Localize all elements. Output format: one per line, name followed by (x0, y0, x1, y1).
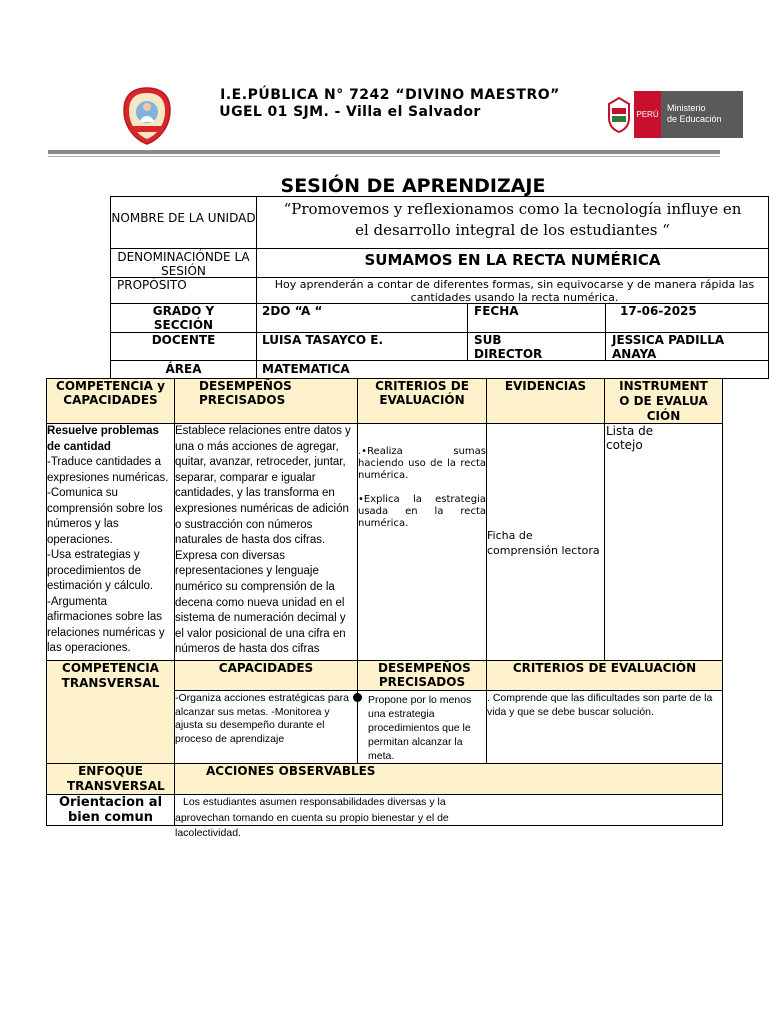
header-desempenos-text: DESEMPEÑOS PRECISADOS (199, 379, 292, 407)
page-title: SESIÓN DE APRENDIZAJE (280, 175, 546, 197)
unit-value (256, 196, 769, 249)
grade-label-text: GRADO Y SECCIÓN (152, 304, 215, 332)
purpose-label-text: PROPÓSITO (117, 278, 187, 292)
header-desempenos-transversal (357, 660, 487, 691)
date-value-text: 17-06-2025 (620, 304, 697, 318)
header-evidencias-text: EVIDENCIAS (504, 379, 587, 393)
header-instrumento-text: INSTRUMENTO DE EVALUACIÓN (619, 379, 708, 423)
enfoque-value (46, 794, 175, 826)
date-value (605, 303, 769, 333)
purpose-value (256, 277, 769, 304)
header-criterios-transversal-text: CRITERIOS DE EVALUACIÓN (512, 661, 697, 675)
header-divider (48, 150, 720, 154)
header-competencia-transversal-text: COMPETENCIA TRANSVERSAL (61, 661, 160, 690)
unit-value-text: “Promovemos y reflexionamos como la tecnología influye en el desarrollo integral de los estudiantes “ (283, 200, 742, 239)
teacher-label (110, 332, 257, 361)
peru-shield-icon (606, 96, 632, 134)
header-desempenos (174, 378, 358, 424)
area-label-text: ÁREA (165, 362, 202, 376)
subdirector-label (467, 332, 606, 361)
ugel-line: UGEL 01 SJM. - Villa el Salvador (219, 104, 481, 120)
transversal-capacities (174, 690, 358, 764)
criteria-detail (357, 423, 487, 661)
header-divider-thin (48, 156, 720, 157)
header-instrumento (604, 378, 723, 424)
header-capacidades (174, 660, 358, 691)
header-enfoque-text: ENFOQUE TRANSVERSAL (67, 764, 165, 793)
session-label (110, 248, 257, 278)
evidence-text: Ficha de comprensión lectora (487, 529, 600, 557)
purpose-value-text: Hoy aprenderán a contar de diferentes formas, sin equivocarse y de manera rápida las cantidades usando la recta numérica. (274, 278, 755, 304)
ministry-logo (604, 91, 743, 138)
evidence-detail (486, 423, 605, 661)
purpose-label (110, 277, 257, 304)
transversal-capacities-text: -Organiza acciones estratégicas para alcanzar sus metas. -Monitorea y ajusta su desempeño durante el proceso de aprendizaje (175, 692, 349, 745)
header-capacidades-text: CAPACIDADES (218, 661, 314, 675)
date-label (467, 303, 606, 333)
header-acciones-text: ACCIONES OBSERVABLES (206, 764, 376, 778)
ministry-block (661, 91, 743, 138)
header-competencia (46, 378, 175, 424)
grade-value (256, 303, 468, 333)
area-label (110, 360, 257, 379)
instrument-text: Lista de cotejo (606, 424, 654, 452)
subdirector-value-text: JESSICA PADILLA ANAYA (612, 333, 725, 361)
header-criterios (357, 378, 487, 424)
bullet-dot-icon (353, 693, 362, 702)
header-desempenos-transversal-text: DESEMPEÑOS PRECISADOS (378, 661, 471, 689)
desempeno-detail (174, 423, 358, 661)
session-value-text: SUMAMOS EN LA RECTA NUMÉRICA (364, 251, 661, 269)
ministry-name-1: Ministerio (667, 103, 706, 113)
transversal-criteria (486, 690, 723, 764)
subdirector-label-text: SUB DIRECTOR (474, 333, 543, 361)
transversal-desempeno-text: Propone por lo menos una estrategia procedimientos que le permitan alcanzar la meta. (368, 694, 472, 762)
instrument-detail (604, 423, 723, 661)
unit-label (110, 196, 257, 249)
header-competencia-text: COMPETENCIA y CAPACIDADES (56, 379, 165, 407)
area-value-text: MATEMATICA (262, 362, 350, 376)
grade-value-text: 2DO “A “ (262, 304, 323, 318)
teacher-value-text: LUISA TASAYCO E. (262, 333, 384, 347)
session-value (256, 248, 769, 278)
acciones-value (174, 794, 723, 839)
competence-item: -Traduce cantidades a expresiones numéricas. (47, 456, 169, 484)
unit-label-text: NOMBRE DE LA UNIDAD (111, 211, 256, 225)
area-value (256, 360, 769, 379)
header-criterios-transversal (486, 660, 723, 691)
school-name: I.E.PÚBLICA N° 7242 “DIVINO MAESTRO” (220, 87, 560, 103)
subdirector-value (605, 332, 769, 361)
transversal-desempeno (357, 690, 487, 764)
competence-item: -Argumenta afirmaciones sobre las relaciones numéricas y las operaciones. (47, 595, 165, 654)
teacher-label-text: DOCENTE (151, 333, 216, 347)
peru-label: PERÚ (634, 91, 661, 138)
desempeno-text: Establece relaciones entre datos y una o más acciones de agregar, quitar, avanzar, retroceder, juntar, separar, comparar e igualar cantidades, y las transforma en expresiones numéricas de adición o sustracción con números naturales de hasta dos cifras. Expresa con diversas representaciones y lenguaje numérico su comprensión de la decena como nueva unidad en el sistema de numeración decimal y el valor posicional de una cifra en números de hasta dos cifras (175, 425, 351, 656)
competence-item: -Comunica su comprensión sobre los números y las operaciones. (47, 487, 163, 546)
enfoque-value-text: Orientacion al bien comun (58, 795, 163, 825)
header-enfoque (46, 763, 175, 795)
criterion-1: .•Realiza sumas haciendo uso de la recta numérica. (358, 446, 486, 481)
competence-title: Resuelve problemas de cantidad (47, 425, 159, 453)
session-label-text: DENOMINACIÓNDE LA SESIÓN (117, 250, 250, 278)
header-competencia-transversal (46, 660, 175, 764)
header-acciones (174, 763, 723, 795)
competence-detail (46, 423, 175, 661)
competence-item: -Usa estrategias y procedimientos de estimación y cálculo. (47, 549, 154, 592)
acciones-value-text: Los estudiantes asumen responsabilidades diversas y la aprovechan tomando en cuenta su propio bienestar y el de lacolectividad. (175, 796, 449, 839)
criterion-2: •Explica la estrategia usada en la recta numérica. (358, 494, 486, 529)
header-evidencias (486, 378, 605, 424)
transversal-criteria-text: . Comprende que las dificultades son parte de la vida y que se debe buscar solución. (487, 692, 713, 718)
date-label-text: FECHA (474, 304, 519, 318)
header-criterios-text: CRITERIOS DE EVALUACIÓN (375, 379, 469, 407)
ministry-name-2: de Educación (667, 114, 722, 124)
school-crest-logo (122, 86, 172, 146)
teacher-value (256, 332, 468, 361)
grade-label (110, 303, 257, 333)
